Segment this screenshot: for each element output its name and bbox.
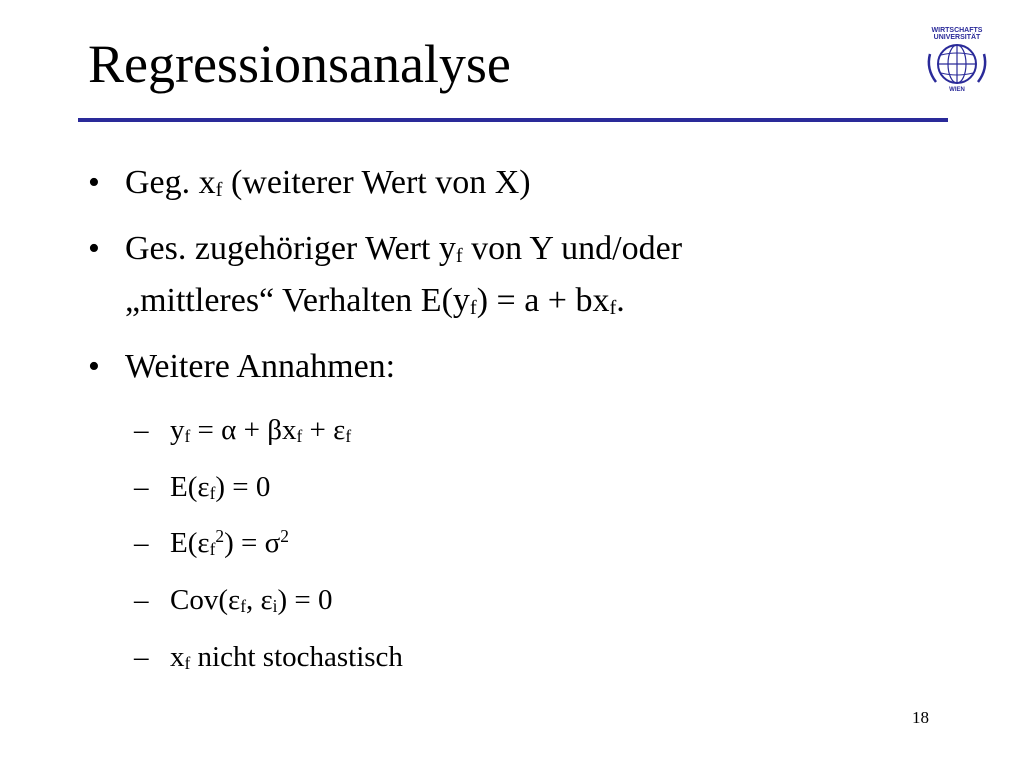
bullet-text: Weitere Annahmen: — [125, 348, 396, 385]
logo-text-line2: UNIVERSITÄT — [933, 34, 981, 41]
bullet-text: Ges. zugehöriger Wert $y_f$ von Y und/oder — [125, 230, 683, 267]
sub-item-text: $Cov(\varepsilon_f$, $\varepsilon_i) = 0$ — [170, 584, 333, 616]
globe-logo-icon — [922, 24, 992, 94]
logo-text-line3: WIEN — [949, 87, 965, 93]
sub-item-text: $y_f = \alpha + \beta x_f + \varepsilon_f$ — [170, 414, 352, 446]
bullet-text: Geg. $x_f$ (weiterer Wert von X) — [125, 164, 531, 201]
university-logo — [922, 24, 992, 94]
sub-item-text: $E(\varepsilon_f^2) = \sigma^2$ — [170, 526, 289, 559]
dash-marker: – — [134, 471, 149, 503]
logo-text-line1: WIRTSCHAFTS — [931, 27, 983, 34]
dash-marker: – — [134, 527, 149, 559]
slide-title: Regressionsanalyse — [88, 34, 511, 94]
bullet-marker: • — [88, 230, 100, 267]
sub-item-text: $x_f$ nicht stochastisch — [170, 641, 403, 673]
sub-item-text: $E(\varepsilon_f) = 0$ — [170, 471, 271, 503]
dash-marker: – — [134, 584, 149, 616]
bullet-marker: • — [88, 348, 100, 385]
bullet-marker: • — [88, 164, 100, 201]
bullet-text: „mittleres“ Verhalten $E(y_f) = a + bx_f$. — [125, 282, 625, 319]
page-number: 18 — [912, 708, 929, 727]
dash-marker: – — [134, 641, 149, 673]
title-divider — [78, 118, 948, 122]
dash-marker: – — [134, 414, 149, 446]
